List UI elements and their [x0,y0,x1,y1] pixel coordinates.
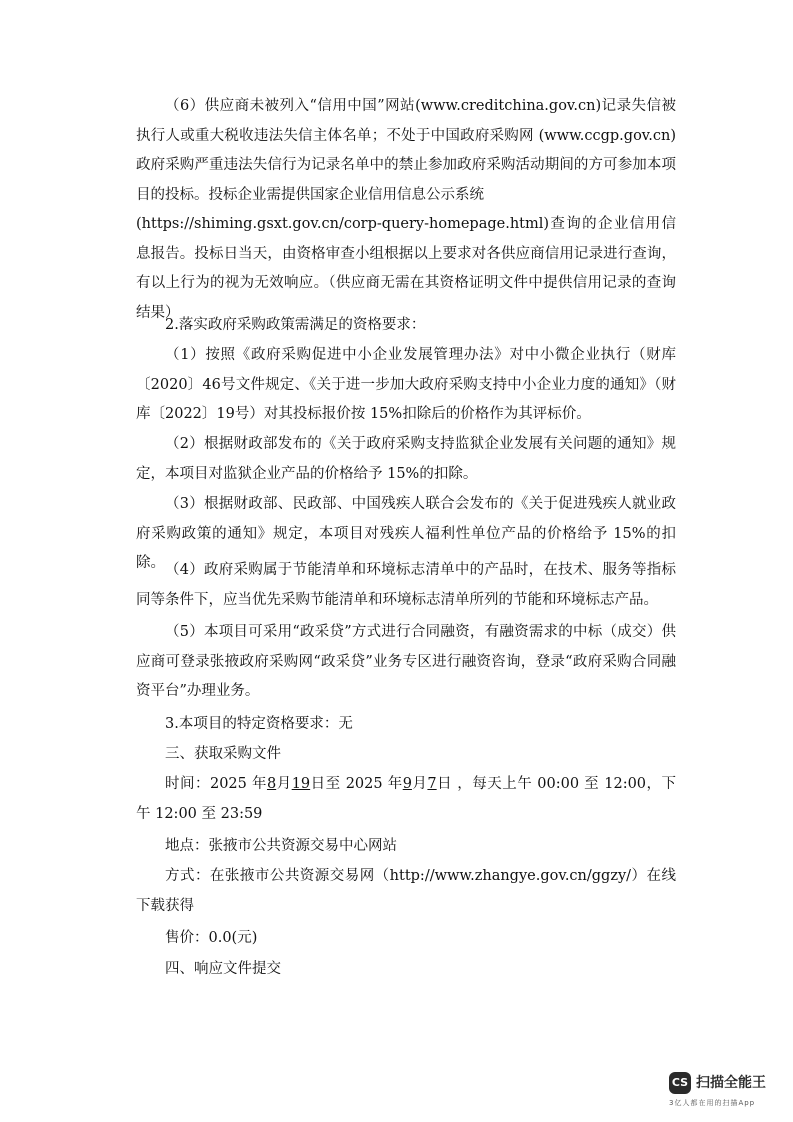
section-heading-submit-response: 四、响应文件提交 [165,961,281,977]
time-label: 时间：2025 年 [165,776,267,792]
time-text: 月 [411,776,428,792]
paragraph-contract-financing: （5）本项目可采用“政采贷”方式进行合同融资，有融资需求的中标（成交）供应商可登录张掖政府采购网“政采贷”业务专区进行融资咨询，登录“政府采购合同融资平台”办理业务。 [136,624,676,699]
camscanner-logo-icon: CS [669,1072,691,1094]
watermark-app-name: 扫描全能王 [696,1075,766,1091]
watermark-tagline: 3亿人都在用的扫描App [669,1099,756,1107]
paragraph-disabled-employment: （3）根据财政部、民政部、中国残疾人联合会发布的《关于促进残疾人就业政府采购政策的通知》规定，本项目对残疾人福利性单位产品的价格给予 15%的扣除。 [136,496,676,571]
paragraph-time [136,770,676,829]
end-day: 7 [427,776,437,792]
paragraph-location: 地点：张掖市公共资源交易中心网站 [165,838,397,854]
paragraph-policy-heading: 2.落实政府采购政策需满足的资格要求： [165,317,426,333]
paragraph-method: 方式：在张掖市公共资源交易网（http://www.zhangye.gov.cn/ggzy/）在线下载获得 [136,868,676,914]
paragraph-credit-check: （6）供应商未被列入“信用中国”网站(www.creditchina.gov.cn)记录失信被执行人或重大税收违法失信主体名单；不处于中国政府采购网 (www.ccgp.gov.cn)政府采购严重违法失信行为记录名单中的禁止参加政府采购活动期间的方可参加本项目的投标。投标企业需提供国家企业信用信息公示系统 [136,98,676,203]
paragraph-prison-enterprise: （2）根据财政部发布的《关于政府采购支持监狱企业发展有关问题的通知》规定，本项目对监狱企业产品的价格给予 15%的扣除。 [136,436,676,482]
start-day: 19 [291,776,311,792]
paragraph-price: 售价：0.0(元) [165,930,258,946]
paragraph-credit-report: (https://shiming.gsxt.gov.cn/corp-query-homepage.html)查询的企业信用信息报告。投标日当天，由资格审查小组根据以上要求对各供应商信用记录进行查询，有以上行为的视为无效响应。（供应商无需在其资格证明文件中提供信用记录的查询结果） [136,216,676,321]
paragraph-sme-policy: （1）按照《政府采购促进中小企业发展管理办法》对中小微企业执行（财库〔2020〕46号文件规定、《关于进一步加大政府采购支持中小企业力度的通知》（财库〔2022〕19号）对其投标报价按 15%扣除后的价格作为其评标价。 [136,347,676,422]
end-month: 9 [402,776,412,792]
time-text: 月 [276,776,292,792]
paragraph-energy-saving: （4）政府采购属于节能清单和环境标志清单中的产品时，在技术、服务等指标同等条件下，应当优先采购节能清单和环境标志清单所列的节能和环境标志产品。 [136,562,676,608]
scanner-watermark [669,1070,779,1110]
time-text: 日至 2025 年 [310,776,403,792]
start-month: 8 [266,776,277,792]
time-text: 日 ，每天上午 00:00 至 12:00，下午 12:00 至 23:59 [136,776,677,822]
paragraph-specific-requirements: 3.本项目的特定资格要求：无 [165,716,353,732]
section-heading-obtain-documents: 三、获取采购文件 [165,746,281,762]
